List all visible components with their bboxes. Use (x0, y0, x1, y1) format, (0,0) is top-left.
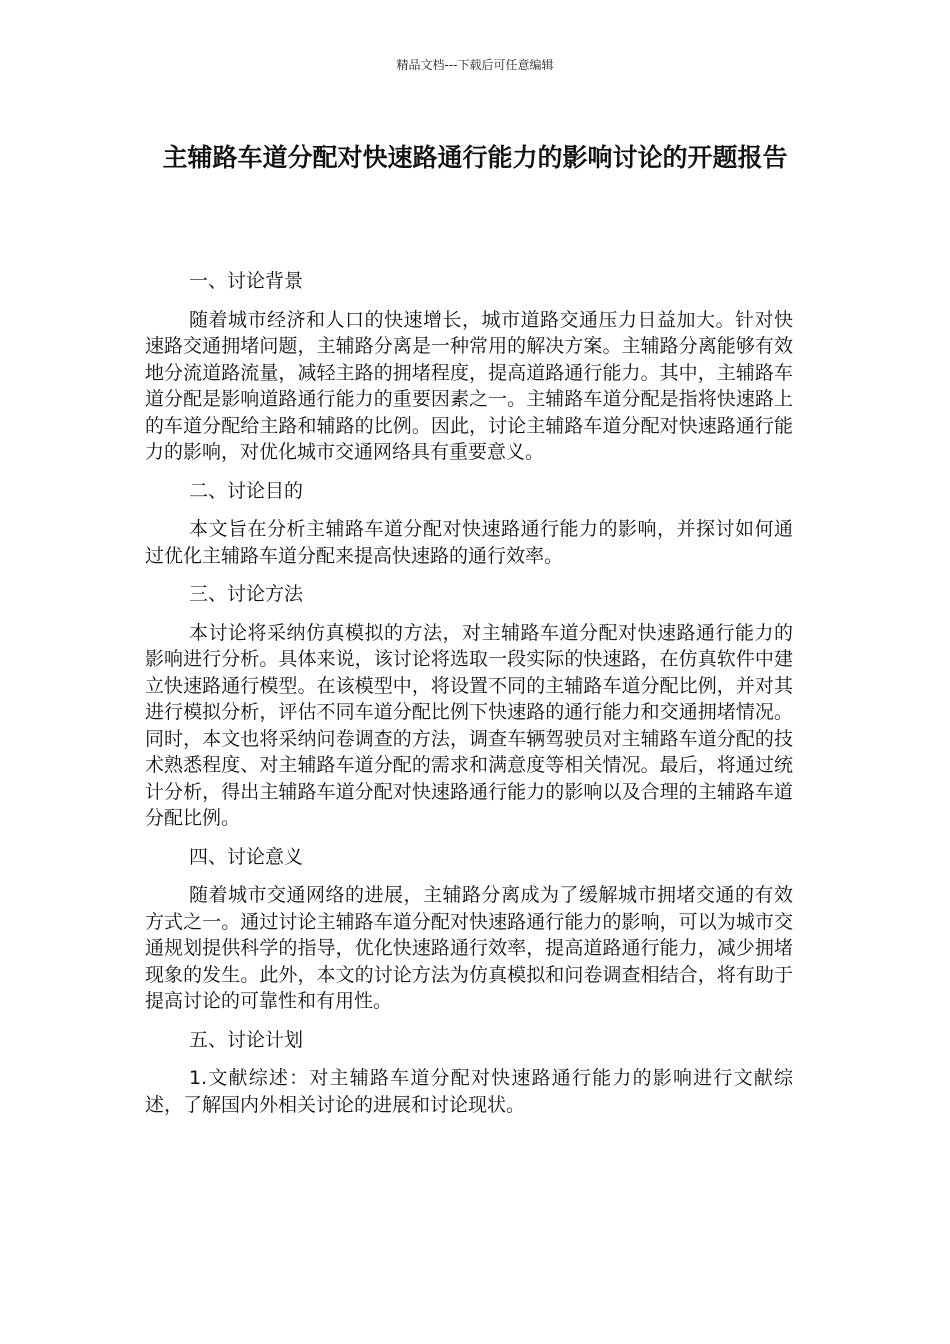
section-significance (145, 844, 793, 1015)
section-heading: 五、讨论计划 (189, 1028, 304, 1051)
document-title: 主辅路车道分配对快速路通行能力的影响讨论的开题报告 (162, 143, 788, 172)
header-note: 精品文档---下载后可任意编辑 (396, 58, 554, 72)
paragraph: 随着城市交通网络的进展，主辅路分离成为了缓解城市拥堵交通的有效方式之一。通过讨论主辅路车道分配对快速路通行能力的影响，可以为城市交通规划提供科学的指导，优化快速路通行效率，提高道路通行能力，减少拥堵现象的发生。此外，本文的讨论方法为仿真模拟和问卷调查相结合，将有助于提高讨论的可靠性和有用性。 (145, 884, 793, 1012)
section-purpose (145, 478, 793, 570)
section-heading: 二、讨论目的 (189, 479, 304, 502)
section-background (145, 268, 793, 466)
section-heading: 四、讨论意义 (189, 845, 304, 868)
section-heading: 一、讨论背景 (189, 270, 304, 292)
section-method (145, 581, 793, 832)
section-heading: 三、讨论方法 (189, 583, 304, 605)
paragraph: 1.文献综述：对主辅路车道分配对快速路通行能力的影响进行文献综述，了解国内外相关讨论的进展和讨论现状。 (145, 1067, 793, 1116)
document-body (145, 268, 793, 1130)
paragraph: 本讨论将采纳仿真模拟的方法，对主辅路车道分配对快速路通行能力的影响进行分析。具体来说，该讨论将选取一段实际的快速路，在仿真软件中建立快速路通行模型。在该模型中，将设置不同的主辅路车道分配比例，并对其进行模拟分析，评估不同车道分配比例下快速路的通行能力和交通拥堵情况。同时，本文也将采纳问卷调查的方法，调查车辆驾驶员对主辅路车道分配的技术熟悉程度、对主辅路车道分配的需求和满意度等相关情况。最后，将通过统计分析，得出主辅路车道分配对快速路通行能力的影响以及合理的主辅路车道分配比例。 (145, 621, 793, 829)
paragraph: 随着城市经济和人口的快速增长，城市道路交通压力日益加大。针对快速路交通拥堵问题，主辅路分离是一种常用的解决方案。主辅路分离能够有效地分流道路流量，减轻主路的拥堵程度，提高道路通行能力。其中，主辅路车道分配是影响道路通行能力的重要因素之一。主辅路车道分配是指将快速路上的车道分配给主路和辅路的比例。因此，讨论主辅路车道分配对快速路通行能力的影响，对优化城市交通网络具有重要意义。 (145, 308, 793, 463)
section-plan (145, 1027, 793, 1119)
paragraph: 本文旨在分析主辅路车道分配对快速路通行能力的影响，并探讨如何通过优化主辅路车道分配来提高快速路的通行效率。 (145, 518, 793, 567)
